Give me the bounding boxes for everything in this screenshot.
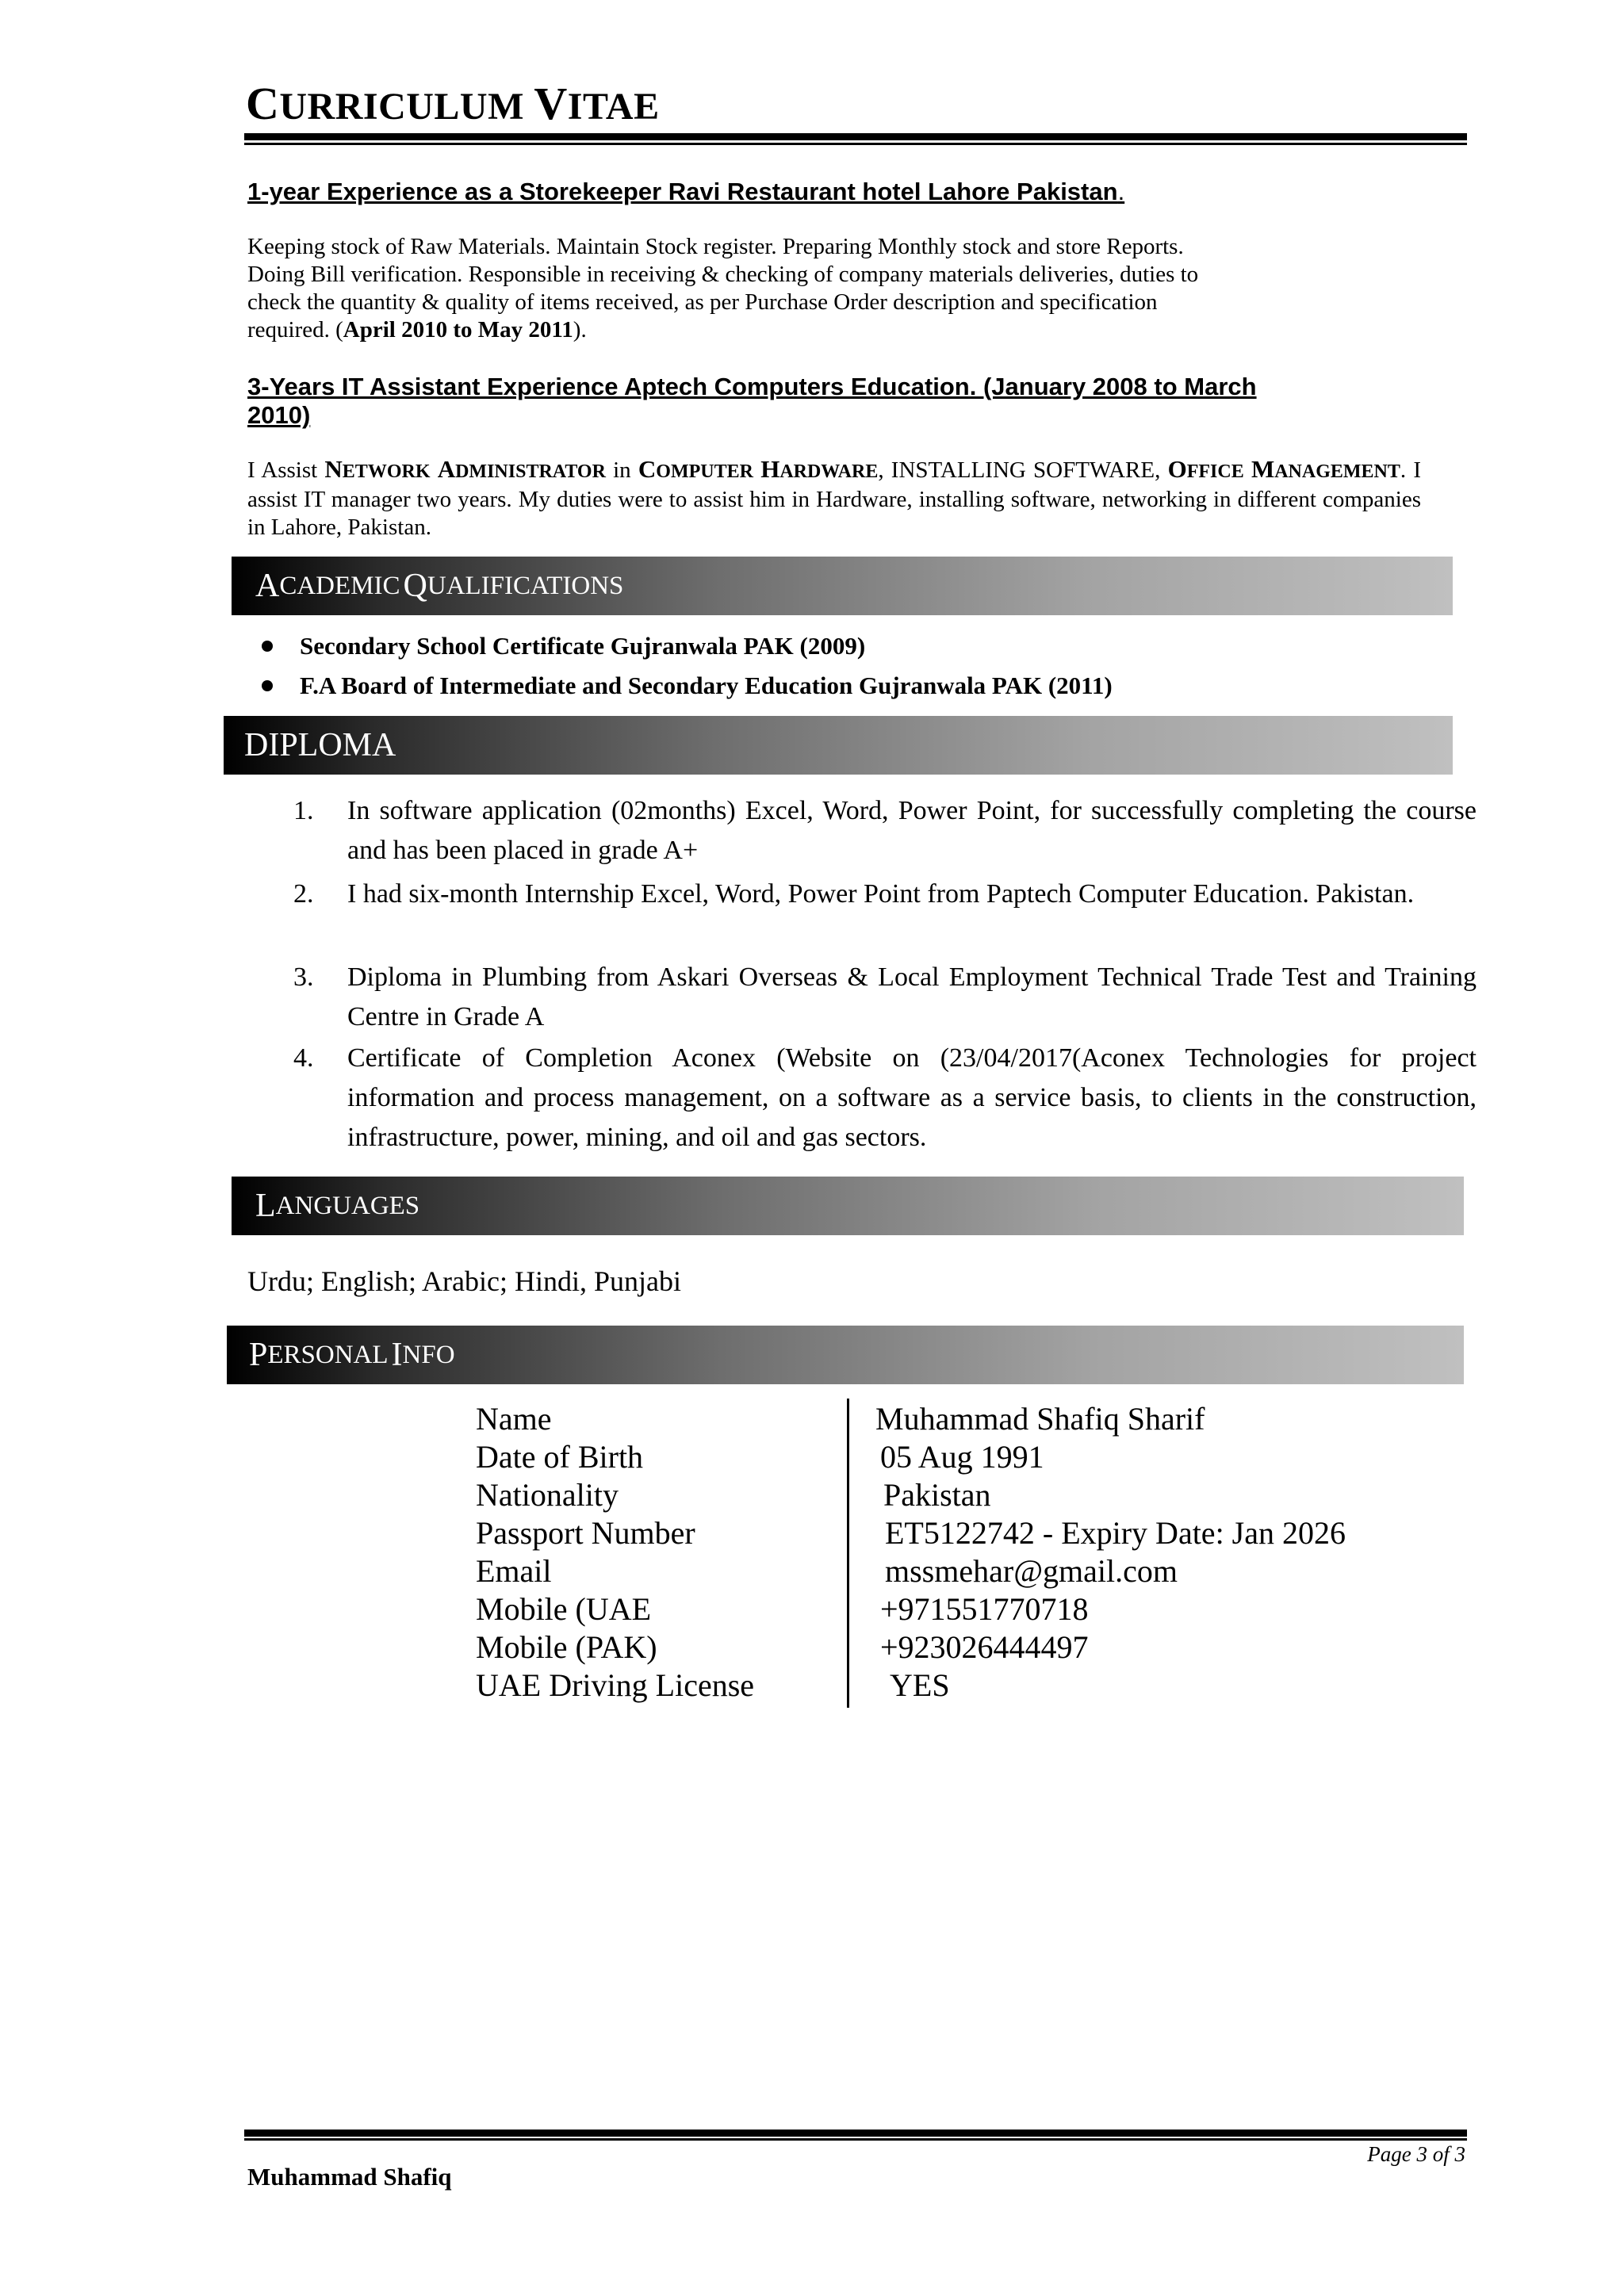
experience-2-heading xyxy=(247,373,1405,430)
text-run: In software application (02months) Excel, Word, Power Point, for successfully completing the course and has been placed in grade A+ xyxy=(347,796,1477,865)
footer-author-name: Muhammad Shafiq xyxy=(247,2163,452,2191)
personal-info-label: Mobile (UAE xyxy=(476,1591,652,1627)
header-rule-thin xyxy=(244,143,1467,145)
academic-item xyxy=(300,630,865,662)
text-run: in xyxy=(605,457,638,483)
text-run: I xyxy=(391,1337,403,1373)
experience-1-heading xyxy=(247,178,1405,206)
section-banner-diploma xyxy=(224,716,1453,775)
text-run: ERSONAL xyxy=(267,1340,389,1369)
text-run: C xyxy=(638,455,657,483)
personal-info-label: Date of Birth xyxy=(476,1439,644,1475)
experience-1-dates: April 2010 to May 2011 xyxy=(343,317,573,342)
header-rule-thick xyxy=(244,133,1467,140)
title-initial-c: C xyxy=(246,78,280,129)
personal-info-value-passport: ET5122742 - Expiry Date: Jan 2026 xyxy=(885,1515,1346,1551)
languages-list: Urdu; English; Arabic; Hindi, Punjabi xyxy=(247,1265,681,1297)
text-run: FFICE xyxy=(1186,461,1244,482)
personal-info-label: Email xyxy=(476,1553,552,1589)
text-run: required. ( xyxy=(247,317,343,342)
footer-rule-thick xyxy=(244,2130,1467,2137)
bullet-icon xyxy=(262,641,273,652)
text-run: 1. xyxy=(293,796,314,825)
text-run: N xyxy=(324,455,343,483)
experience-2-description xyxy=(247,455,1421,541)
experience-1-title: 1-year Experience as a Storekeeper Ravi Restaurant hotel Lahore Pakistan xyxy=(247,178,1118,205)
text-run: P xyxy=(249,1337,268,1373)
text-run: ANGUAGES xyxy=(275,1191,420,1220)
text-run: Diploma in Plumbing from Askari Overseas & Local Employment Technical Trade Test and Training Centre in Grade A xyxy=(347,962,1477,1031)
experience-1-line: Doing Bill verification. Responsible in receiving & checking of company materials deliveries, duties to xyxy=(247,262,1199,287)
text-run: UALIFICATIONS xyxy=(427,571,624,600)
text-run: H xyxy=(760,455,780,483)
personal-info-value-name: Muhammad Shafiq Sharif xyxy=(875,1401,1205,1437)
text-run: DMINISTRATOR xyxy=(455,461,606,482)
personal-info-divider xyxy=(847,1399,849,1708)
personal-info-label: Passport Number xyxy=(476,1515,695,1551)
page-number: Page 3 of 3 xyxy=(1367,2142,1465,2166)
text-run: . I assist IT manager two years. My duties were to assist him in Hardware, installing software, networking in different companies in Lahore, Pakistan. xyxy=(247,457,1421,540)
text-run: OMPUTER xyxy=(656,461,753,482)
text-run: I had six-month Internship Excel, Word, Power Point from Paptech Computer Education. Pakistan. xyxy=(347,879,1415,909)
diploma-item xyxy=(293,1039,1477,1158)
text-run: F.A Board of Intermediate and Secondary Education Gujranwala PAK (2011) xyxy=(300,672,1113,699)
personal-info-label: Nationality xyxy=(476,1477,619,1513)
diploma-item xyxy=(293,874,1477,954)
personal-info-label: Name xyxy=(476,1401,552,1437)
text-run: 4. xyxy=(293,1043,314,1073)
text-run: ). xyxy=(573,317,587,342)
text-run: Secondary School Certificate Gujranwala PAK (2009) xyxy=(300,632,866,660)
personal-info-value-mobile-uae: +971551770718 xyxy=(880,1591,1089,1627)
diploma-item xyxy=(293,958,1477,1037)
text-run: ANAGEMENT xyxy=(1274,461,1400,482)
experience-2-title-line-2: 2010) xyxy=(247,401,311,429)
personal-info-value-mobile-pak: +923026444497 xyxy=(880,1629,1089,1665)
experience-1-description xyxy=(247,233,1421,344)
document-title xyxy=(246,78,660,129)
bullet-icon xyxy=(262,680,273,691)
personal-info-label: UAE Driving License xyxy=(476,1667,755,1703)
personal-info-value-nationality: Pakistan xyxy=(883,1477,991,1513)
section-banner-languages xyxy=(232,1177,1464,1235)
diploma-item xyxy=(293,791,1477,871)
personal-info-value-email: mssmehar@gmail.com xyxy=(885,1553,1178,1589)
text-run: Certificate of Completion Aconex (Website on (23/04/2017(Aconex Technologies for project information and process management, on a software as a service basis, to clients in the construction, infrastructure, power, mining, and oil and gas sectors. xyxy=(347,1043,1477,1152)
personal-info-value-dob: 05 Aug 1991 xyxy=(880,1439,1044,1475)
text-run: 3. xyxy=(293,962,314,992)
text-run: 2. xyxy=(293,879,314,909)
text-run: ETWORK xyxy=(342,461,431,482)
text-run: A xyxy=(255,568,280,604)
experience-1-line xyxy=(247,316,1421,344)
experience-1-line: check the quantity & quality of items received, as per Purchase Order description and specification xyxy=(247,289,1158,315)
experience-2-title-line-1: 3-Years IT Assistant Experience Aptech Computers Education. (January 2008 to March xyxy=(247,373,1257,400)
experience-1-line: Keeping stock of Raw Materials. Maintain Stock register. Preparing Monthly stock and store Reports. xyxy=(247,234,1184,259)
text-run: I Assist xyxy=(247,457,325,483)
personal-info-value-driving-license: YES xyxy=(890,1667,950,1703)
text-run: M xyxy=(1251,455,1275,483)
text-run: O xyxy=(1167,455,1187,483)
title-rest-2: ITAE xyxy=(567,86,660,128)
text-run: CADEMIC xyxy=(279,571,400,600)
text-run: L xyxy=(255,1188,276,1224)
experience-1-title-period: . xyxy=(1117,178,1125,205)
section-banner-personal-info xyxy=(227,1326,1464,1384)
text-run: , INSTALLING SOFTWARE, xyxy=(878,457,1168,483)
text-run: Q xyxy=(403,568,427,604)
title-rest-1: URRICULUM xyxy=(279,86,524,128)
title-initial-v: V xyxy=(534,78,568,129)
section-banner-academic xyxy=(232,557,1453,615)
footer-rule-thin xyxy=(244,2138,1467,2141)
personal-info-label: Mobile (PAK) xyxy=(476,1629,657,1665)
text-run: ARDWARE xyxy=(779,461,879,482)
text-run: A xyxy=(437,455,456,483)
text-run: DIPLOMA xyxy=(244,727,396,763)
academic-item xyxy=(300,670,1113,702)
text-run: NFO xyxy=(402,1340,455,1369)
